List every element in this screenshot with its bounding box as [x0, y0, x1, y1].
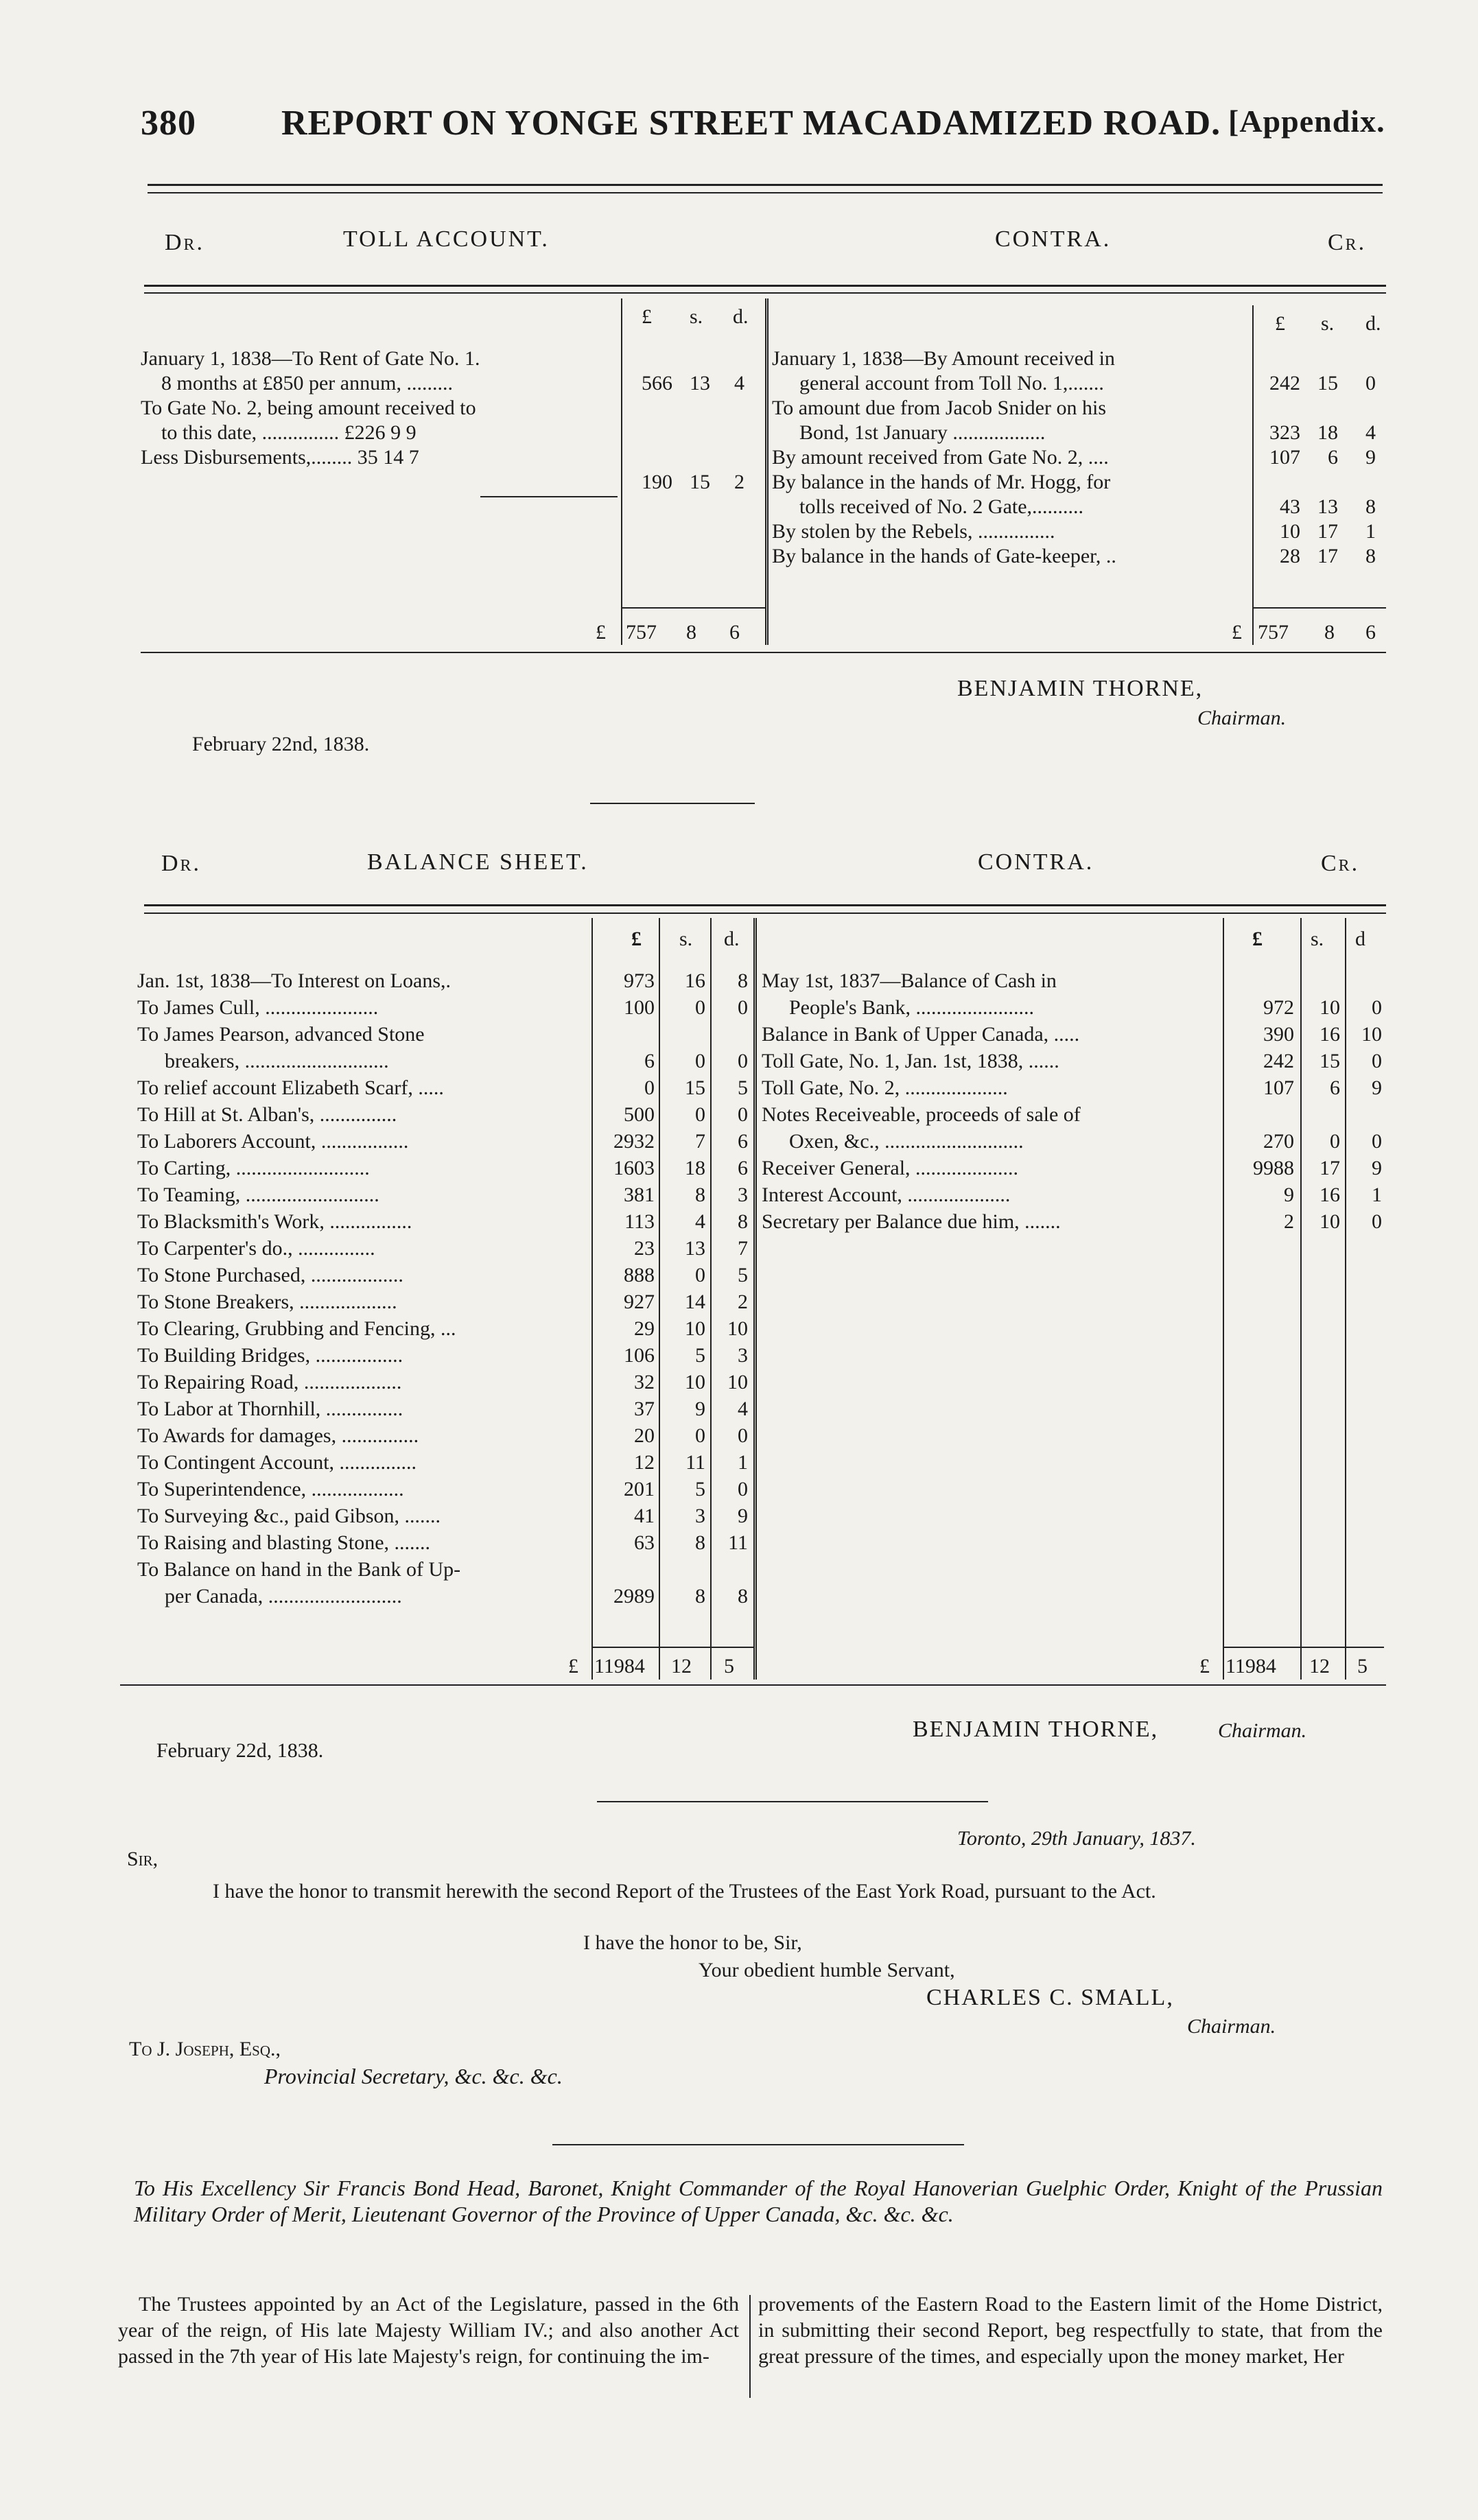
balance-left-pound: 201 [624, 1478, 655, 1500]
letter-salutation: Sir, [127, 1848, 159, 1870]
balance-right-row: Secretary per Balance due him, ....... [762, 1210, 1061, 1233]
balance-right-pence: 9 [1372, 1076, 1382, 1099]
toll-right-pound: 43 [1280, 495, 1300, 518]
toll-right-shilling: 17 [1317, 520, 1338, 543]
toll-right-row: By balance in the hands of Gate-keeper, .. [772, 545, 1116, 567]
balance-right-pound: 107 [1263, 1076, 1294, 1099]
balance-top-rule [144, 904, 1386, 906]
toll-left-row: Less Disbursements,........ 35 14 7 [141, 446, 419, 469]
balance-right-pound-head: £ [1252, 928, 1263, 950]
toll-center-rule [765, 298, 769, 645]
balance-right-shilling: 16 [1319, 1023, 1340, 1046]
balance-bottom-rule [120, 1684, 1386, 1686]
balance-contra: CONTRA. [978, 849, 1094, 875]
balance-left-pence: 8 [738, 969, 748, 992]
balance-left-shilling-head: s. [679, 928, 693, 950]
toll-right-row: Bond, 1st January .................. [799, 421, 1046, 444]
balance-right-shilling: 10 [1319, 996, 1340, 1019]
balance-left-pence: 0 [738, 1424, 748, 1447]
toll-left-row: To Gate No. 2, being amount received to [141, 397, 476, 419]
balance-left-shilling: 0 [695, 1050, 705, 1072]
header-rule [148, 184, 1383, 186]
balance-left-shilling: 4 [695, 1210, 705, 1233]
toll-right-shilling: 15 [1317, 372, 1338, 395]
balance-left-pence: 0 [738, 1103, 748, 1126]
balance-left-row: To Labor at Thornhill, ............... [137, 1398, 403, 1420]
balance-right-amount-rule [1223, 918, 1224, 1680]
balance-left-shilling: 0 [695, 996, 705, 1019]
balance-left-shillings [661, 967, 705, 1610]
balance-left-pence-rule [710, 918, 712, 1680]
toll-right-pences [1345, 346, 1376, 569]
balance-left-pence: 3 [738, 1184, 748, 1206]
toll-left-pound: 566 [642, 372, 672, 395]
balance-left-row: To Surveying &c., paid Gibson, ....... [137, 1505, 441, 1527]
balance-left-pence: 6 [738, 1130, 748, 1153]
balance-left-pence: 3 [738, 1344, 748, 1367]
toll-right-pence: 8 [1365, 545, 1376, 567]
section-divider-3 [552, 2144, 964, 2145]
toll-left-pound [624, 346, 672, 371]
balance-left-shilling: 7 [695, 1130, 705, 1153]
toll-left-pounds [624, 346, 672, 495]
balance-dr-label: Dr. [161, 851, 202, 876]
balance-left-shilling: 0 [695, 1103, 705, 1126]
balance-left-total-symbol: £ [568, 1655, 578, 1677]
balance-right-shilling: 15 [1319, 1050, 1340, 1072]
toll-cr-label: Cr. [1328, 230, 1367, 255]
balance-left-pence: 8 [738, 1585, 748, 1608]
balance-right-pound: 972 [1263, 996, 1294, 1019]
balance-left-pence: 11 [728, 1531, 748, 1554]
balance-right-pence [1348, 1101, 1382, 1128]
balance-right-pound: 390 [1263, 1023, 1294, 1046]
toll-left-shilling [679, 396, 710, 421]
balance-left-row: To Teaming, .......................... [137, 1184, 379, 1206]
balance-left-pound: 973 [624, 969, 655, 992]
toll-right-total-rule [1252, 607, 1386, 609]
toll-right-pence: 8 [1365, 495, 1376, 518]
toll-subtotal-rule [480, 496, 618, 497]
toll-left-shillings [679, 346, 710, 495]
balance-left-row: breakers, ............................ [165, 1050, 389, 1072]
balance-left-shilling: 10 [685, 1317, 705, 1340]
balance-title: BALANCE SHEET. [367, 849, 589, 875]
toll-top-rule [144, 285, 1386, 287]
balance-left-row: To Stone Breakers, ................... [137, 1291, 397, 1313]
balance-right-total-symbol: £ [1199, 1655, 1210, 1677]
balance-right-pence: 0 [1372, 1050, 1382, 1072]
toll-right-pounds [1256, 346, 1300, 569]
balance-left-shilling: 18 [685, 1157, 705, 1179]
letter-signer-role: Chairman. [1187, 2015, 1276, 2038]
balance-left-shilling: 8 [695, 1184, 705, 1206]
balance-left-row: To Building Bridges, ................. [137, 1344, 403, 1367]
balance-left-row: To Carting, .......................... [137, 1157, 370, 1179]
toll-left-total-rule [621, 607, 765, 609]
balance-left-pound: 113 [624, 1210, 655, 1233]
balance-left-row: To Stone Purchased, .................. [137, 1264, 403, 1286]
appendix-label: [Appendix. [1228, 104, 1385, 139]
toll-left-pound [624, 445, 672, 470]
balance-right-row: Oxen, &c., ........................... [789, 1130, 1024, 1153]
toll-right-shillings [1307, 346, 1338, 569]
toll-right-row: general account from Toll No. 1,....... [799, 372, 1104, 395]
balance-left-row: To Superintendence, .................. [137, 1478, 404, 1500]
address-column-left: The Trustees appointed by an Act of the Legislature, passed in the 6th year of the reign, of His late Majesty William IV.; and also another Act passed in the 7th year of His late Majesty's reign, for continuing the im- [118, 2293, 739, 2368]
balance-left-pound: 0 [644, 1076, 655, 1099]
balance-left-shilling: 0 [695, 1264, 705, 1286]
balance-left-row: To Blacksmith's Work, ................ [137, 1210, 412, 1233]
toll-left-shilling: 15 [690, 471, 710, 493]
toll-right-shilling: 17 [1317, 545, 1338, 567]
toll-right-row: By stolen by the Rebels, ............... [772, 520, 1055, 543]
balance-right-pence: 10 [1361, 1023, 1382, 1046]
balance-left-pound: 100 [624, 996, 655, 1019]
balance-left-pence: 6 [738, 1157, 748, 1179]
toll-left-pence [717, 445, 744, 470]
balance-left-pence: 10 [727, 1371, 748, 1393]
letter-body: I have the honor to transmit herewith the second Report of the Trustees of the East York Road, pursuant to the Act. [213, 1880, 1156, 1903]
balance-left-shilling: 10 [685, 1371, 705, 1393]
toll-left-shilling [679, 421, 710, 445]
balance-right-pound: 9 [1284, 1184, 1294, 1206]
balance-right-shilling-head: s. [1311, 928, 1324, 950]
toll-right-total-pounds: 757 [1258, 621, 1289, 644]
toll-left-shilling [679, 445, 710, 470]
balance-right-pound: 9988 [1253, 1157, 1294, 1179]
balance-left-pence: 10 [727, 1317, 748, 1340]
toll-right-pence: 1 [1365, 520, 1376, 543]
balance-left-row: To Raising and blasting Stone, ....... [137, 1531, 431, 1554]
toll-left-pence [717, 421, 744, 445]
balance-left-pound: 381 [624, 1184, 655, 1206]
balance-left-row: To James Cull, ...................... [137, 996, 379, 1019]
page-title: REPORT ON YONGE STREET MACADAMIZED ROAD. [281, 104, 1221, 143]
header-rule-2 [148, 192, 1383, 193]
balance-left-pence: 0 [738, 996, 748, 1019]
balance-left-pound: 37 [634, 1398, 655, 1420]
toll-left-total-shillings: 8 [686, 621, 696, 644]
balance-left-row: per Canada, .......................... [165, 1585, 402, 1608]
balance-left-pence: 0 [738, 1478, 748, 1500]
balance-left-pence: 2 [738, 1291, 748, 1313]
toll-right-row: To amount due from Jacob Snider on his [772, 397, 1106, 419]
balance-left-pence: 7 [738, 1237, 748, 1260]
balance-left-total-rule [591, 1647, 753, 1648]
toll-right-row: January 1, 1838—By Amount received in [772, 347, 1115, 370]
balance-left-pound: 6 [644, 1050, 655, 1072]
balance-left-shilling: 3 [695, 1505, 705, 1527]
balance-right-row: May 1st, 1837—Balance of Cash in [762, 969, 1057, 992]
toll-left-total-pounds: 757 [626, 621, 657, 644]
balance-right-row: Toll Gate, No. 1, Jan. 1st, 1838, ...... [762, 1050, 1059, 1072]
balance-right-pounds [1225, 967, 1294, 1235]
toll-right-shilling [1307, 346, 1338, 371]
letter-closing-1: I have the honor to be, Sir, [583, 1931, 802, 1954]
balance-left-shilling: 9 [695, 1398, 705, 1420]
balance-left-pound: 2989 [613, 1585, 655, 1608]
balance-left-row: To Laborers Account, ................. [137, 1130, 409, 1153]
balance-left-amount-rule [591, 918, 593, 1680]
letter-signer: CHARLES C. SMALL, [926, 1985, 1174, 2010]
toll-left-pences [717, 346, 744, 495]
address-heading: To His Excellency Sir Francis Bond Head, Baronet, Knight Commander of the Royal Hanoverian Guelphic Order, Knight of the Prussian Military Order of Merit, Lieutenant Governor of the Province of Upper Canada, &c. &c. &c. [134, 2176, 1383, 2226]
balance-left-shilling: 15 [685, 1076, 705, 1099]
balance-left-pound: 23 [634, 1237, 655, 1260]
toll-left-shilling: 13 [690, 372, 710, 395]
toll-left-text [141, 346, 621, 495]
toll-left-row [141, 470, 621, 495]
toll-left-total-pence: 6 [729, 621, 740, 644]
balance-left-text [137, 967, 590, 1610]
toll-right-pence: 9 [1365, 446, 1376, 469]
toll-right-pound [1256, 346, 1300, 371]
toll-right-shilling: 13 [1317, 495, 1338, 518]
toll-right-shilling: 6 [1328, 446, 1338, 469]
balance-right-pound [1225, 967, 1294, 994]
toll-right-pound [1256, 470, 1300, 495]
balance-left-pound [594, 1556, 655, 1583]
balance-left-pound: 1603 [613, 1157, 655, 1179]
address-column-rule [749, 2295, 751, 2398]
balance-left-pound: 500 [624, 1103, 655, 1126]
toll-right-pound [1256, 396, 1300, 421]
balance-left-pences [712, 967, 748, 1610]
toll-left-pound-head: £ [642, 305, 652, 328]
toll-bottom-rule [141, 652, 1386, 653]
balance-left-pound: 20 [634, 1424, 655, 1447]
toll-right-pound: 323 [1269, 421, 1300, 444]
balance-right-row: Balance in Bank of Upper Canada, ..... [762, 1023, 1080, 1046]
balance-right-total-pence: 5 [1357, 1655, 1368, 1677]
balance-left-shilling: 11 [685, 1451, 705, 1474]
balance-left-pound: 29 [634, 1317, 655, 1340]
balance-left-shilling: 8 [695, 1531, 705, 1554]
balance-right-shilling: 0 [1330, 1130, 1340, 1153]
balance-left-total-shillings: 12 [671, 1655, 692, 1677]
balance-right-total-rule [1223, 1647, 1384, 1648]
balance-left-pound-head: £ [631, 928, 642, 950]
toll-left-pound [624, 421, 672, 445]
balance-left-row: To Clearing, Grubbing and Fencing, ... [137, 1317, 456, 1340]
balance-signer-role: Chairman. [1218, 1719, 1307, 1742]
balance-right-shilling: 16 [1319, 1184, 1340, 1206]
letter-to: To J. Joseph, Esq., [129, 2038, 281, 2060]
balance-left-pound: 63 [634, 1531, 655, 1554]
balance-right-row: People's Bank, ....................... [789, 996, 1035, 1019]
balance-left-pence: 0 [738, 1050, 748, 1072]
balance-right-shilling-rule [1300, 918, 1302, 1680]
toll-left-pence [717, 396, 744, 421]
balance-right-shilling: 10 [1319, 1210, 1340, 1233]
balance-left-pound: 927 [624, 1291, 655, 1313]
page-number: 380 [141, 104, 196, 143]
toll-right-total-pence: 6 [1365, 621, 1376, 644]
balance-right-pence: 0 [1372, 1130, 1382, 1153]
balance-left-pence: 1 [738, 1451, 748, 1474]
letter-closing-2: Your obedient humble Servant, [699, 1959, 955, 1981]
toll-signer-role: Chairman. [1197, 707, 1287, 729]
toll-contra: CONTRA. [995, 226, 1112, 252]
toll-right-text [772, 346, 1252, 569]
toll-right-pence: 0 [1365, 372, 1376, 395]
balance-center-rule [753, 918, 757, 1680]
balance-left-total-pence: 5 [724, 1655, 734, 1677]
balance-left-shilling: 5 [695, 1478, 705, 1500]
balance-right-pence: 0 [1372, 1210, 1382, 1233]
balance-left-shilling: 0 [695, 1424, 705, 1447]
balance-right-shillings [1303, 967, 1340, 1235]
balance-left-pound: 41 [634, 1505, 655, 1527]
toll-right-row: By amount received from Gate No. 2, .... [772, 446, 1109, 469]
balance-left-shilling: 14 [685, 1291, 705, 1313]
balance-right-pence: 0 [1372, 996, 1382, 1019]
balance-left-row: To Carpenter's do., ............... [137, 1237, 375, 1260]
toll-dr-label: Dr. [165, 230, 205, 255]
balance-left-pound: 12 [634, 1451, 655, 1474]
balance-left-row: To James Pearson, advanced Stone [137, 1023, 425, 1046]
toll-left-row: 8 months at £850 per annum, ......... [161, 372, 453, 395]
balance-left-pence: 9 [738, 1505, 748, 1527]
balance-left-row: To Contingent Account, ............... [137, 1451, 417, 1474]
balance-left-shilling: 13 [685, 1237, 705, 1260]
balance-left-pence: 4 [738, 1398, 748, 1420]
balance-right-row: Toll Gate, No. 2, .................... [762, 1076, 1008, 1099]
toll-right-shilling [1307, 396, 1338, 421]
balance-cr-label: Cr. [1321, 851, 1360, 876]
toll-right-pence-head: d. [1365, 312, 1381, 335]
balance-left-row: To relief account Elizabeth Scarf, ..... [137, 1076, 444, 1099]
balance-right-total-pounds: 11984 [1225, 1655, 1276, 1677]
balance-left-row: Jan. 1st, 1838—To Interest on Loans,. [137, 969, 451, 992]
toll-right-row: By balance in the hands of Mr. Hogg, for [772, 471, 1111, 493]
balance-right-pound: 2 [1284, 1210, 1294, 1233]
balance-left-pence [712, 1021, 748, 1048]
balance-left-shilling: 8 [695, 1585, 705, 1608]
balance-right-row: Receiver General, .................... [762, 1157, 1019, 1179]
balance-left-pence: 8 [738, 1210, 748, 1233]
balance-left-total-pounds: 11984 [594, 1655, 645, 1677]
balance-right-row: Notes Receiveable, proceeds of sale of [762, 1103, 1081, 1126]
section-divider-2 [597, 1801, 988, 1802]
balance-right-pound [1225, 1101, 1294, 1128]
balance-date: February 22d, 1838. [156, 1739, 324, 1762]
balance-left-pence [712, 1556, 748, 1583]
toll-top-rule-2 [144, 292, 1386, 294]
toll-left-pound: 190 [642, 471, 672, 493]
toll-left-amount-rule [621, 298, 622, 645]
balance-right-pence: 9 [1372, 1157, 1382, 1179]
balance-left-row: To Awards for damages, ............... [137, 1424, 419, 1447]
letter-to-role: Provincial Secretary, &c. &c. &c. [264, 2064, 563, 2088]
toll-right-pound: 10 [1280, 520, 1300, 543]
balance-right-pence [1348, 967, 1382, 994]
section-divider-1 [590, 803, 755, 804]
balance-right-pound: 242 [1263, 1050, 1294, 1072]
toll-right-shilling [1307, 470, 1338, 495]
toll-left-shilling [679, 346, 710, 371]
toll-right-amount-rule [1252, 305, 1254, 645]
toll-left-shilling-head: s. [690, 305, 703, 328]
balance-left-pence: 5 [738, 1264, 748, 1286]
balance-right-shilling: 6 [1330, 1076, 1340, 1099]
balance-left-shilling [661, 1556, 705, 1583]
toll-right-pence [1345, 470, 1376, 495]
toll-right-pound: 107 [1269, 446, 1300, 469]
balance-left-row: To Hill at St. Alban's, ............... [137, 1103, 397, 1126]
balance-right-pences [1348, 967, 1382, 1235]
balance-right-row: Interest Account, .................... [762, 1184, 1011, 1206]
balance-left-row: To Balance on hand in the Bank of Up- [137, 1558, 461, 1581]
balance-signer: BENJAMIN THORNE, [913, 1717, 1159, 1742]
balance-left-pound: 2932 [613, 1130, 655, 1153]
toll-date: February 22nd, 1838. [192, 733, 370, 755]
toll-left-pence: 2 [734, 471, 744, 493]
balance-left-pound: 888 [624, 1264, 655, 1286]
balance-left-shilling: 5 [695, 1344, 705, 1367]
toll-signer: BENJAMIN THORNE, [957, 676, 1204, 701]
balance-right-pence-head: d [1355, 928, 1365, 950]
balance-left-shilling-rule [659, 918, 660, 1680]
balance-right-pence-rule [1345, 918, 1346, 1680]
toll-left-pence [717, 346, 744, 371]
toll-left-pound [624, 396, 672, 421]
address-column-right: provements of the Eastern Road to the Eastern limit of the Home District, in submitting their second Report, beg respectfully to state, that from the great pressure of the times, and especially upon the money market, Her [758, 2293, 1383, 2368]
toll-right-total-symbol: £ [1232, 621, 1242, 644]
balance-right-pound: 270 [1263, 1130, 1294, 1153]
toll-right-shilling: 18 [1317, 421, 1338, 444]
balance-right-pence: 1 [1372, 1184, 1382, 1206]
balance-left-pound: 106 [624, 1344, 655, 1367]
balance-right-shilling [1303, 1101, 1340, 1128]
toll-left-pence: 4 [734, 372, 744, 395]
balance-left-pence-head: d. [724, 928, 740, 950]
toll-left-row: January 1, 1838—To Rent of Gate No. 1. [141, 347, 480, 370]
letter-place-date: Toronto, 29th January, 1837. [957, 1827, 1196, 1850]
balance-left-pound: 32 [634, 1371, 655, 1393]
balance-left-pound [594, 1021, 655, 1048]
balance-left-shilling: 16 [685, 969, 705, 992]
toll-right-pound-head: £ [1275, 312, 1285, 335]
balance-left-shilling [661, 1021, 705, 1048]
toll-title: TOLL ACCOUNT. [343, 226, 550, 252]
balance-top-rule-2 [144, 912, 1386, 914]
toll-right-pence [1345, 346, 1376, 371]
balance-right-text [762, 967, 1221, 1235]
balance-left-pence: 5 [738, 1076, 748, 1099]
balance-right-shilling [1303, 967, 1340, 994]
balance-right-shilling: 17 [1319, 1157, 1340, 1179]
toll-right-pence [1345, 396, 1376, 421]
balance-left-pounds [594, 967, 655, 1610]
balance-left-row: To Repairing Road, ................... [137, 1371, 402, 1393]
toll-left-total-symbol: £ [596, 621, 606, 644]
toll-right-pound: 242 [1269, 372, 1300, 395]
toll-right-row: tolls received of No. 2 Gate,.......... [799, 495, 1084, 518]
balance-right-total-shillings: 12 [1309, 1655, 1330, 1677]
toll-left-row: to this date, ............... £226 9 9 [161, 421, 417, 444]
toll-right-pound: 28 [1280, 545, 1300, 567]
toll-right-shilling-head: s. [1321, 312, 1335, 335]
toll-right-total-shillings: 8 [1324, 621, 1335, 644]
toll-right-pence: 4 [1365, 421, 1376, 444]
toll-left-pence-head: d. [733, 305, 749, 328]
